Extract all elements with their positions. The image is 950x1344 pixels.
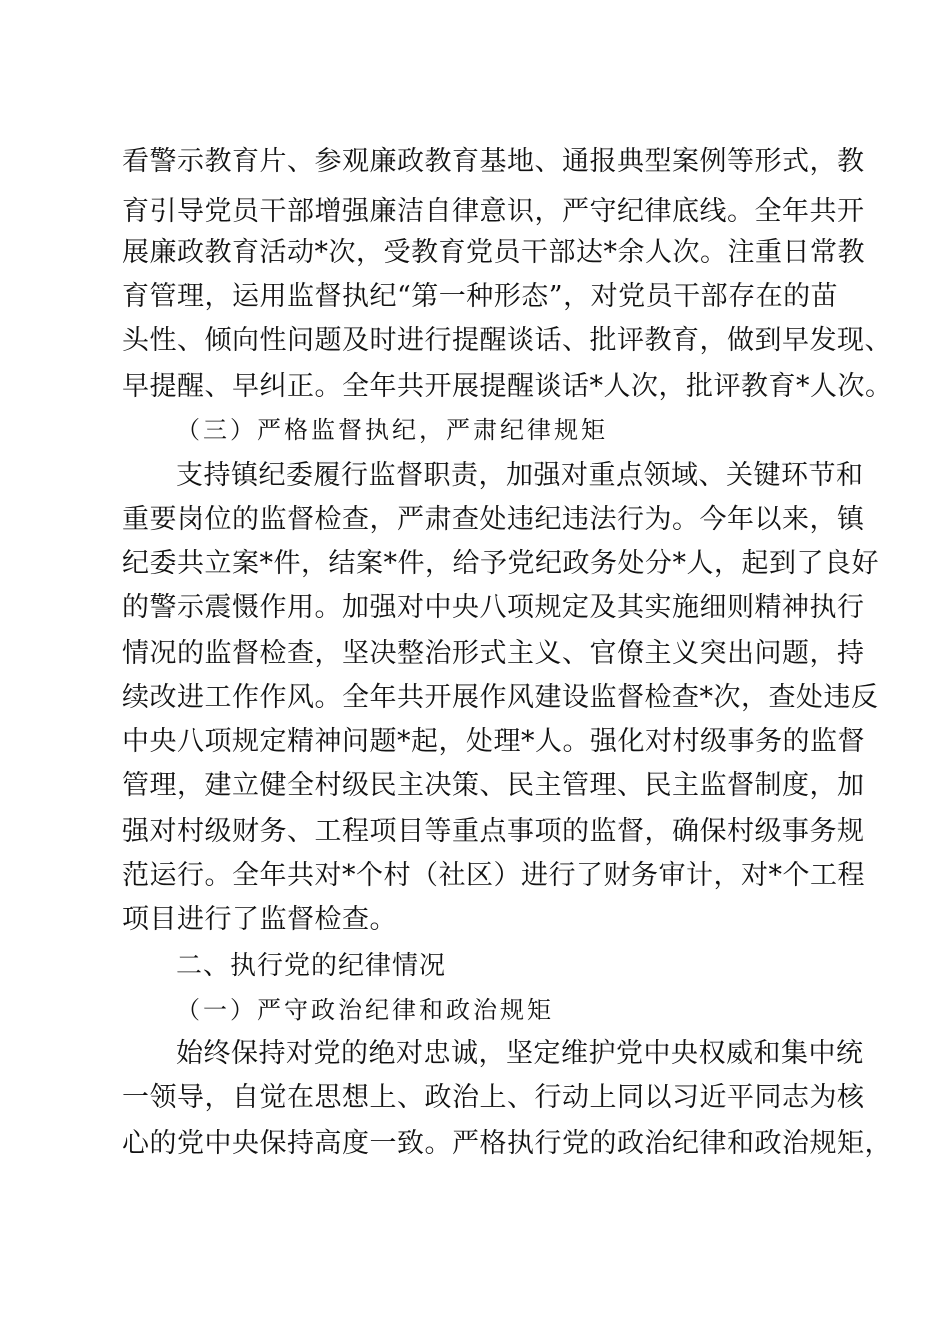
paragraph-line: 强对村级财务、工程项目等重点事项的监督，确保村级事务规 [122,816,865,847]
subsection-heading: （一）严守政治纪律和政治规矩 [176,996,554,1024]
paragraph-line: 育引导党员干部增强廉洁自律意识，严守纪律底线。全年共开 [122,196,865,227]
paragraph-line: 育管理，运用监督执纪“第一种形态”，对党员干部存在的苗 [122,281,839,312]
paragraph-first-line: 始终保持对党的绝对忠诚，坚定维护党中央权威和集中统 [176,1038,864,1069]
paragraph-line: 的警示震慑作用。加强对中央八项规定及其实施细则精神执行 [122,592,865,623]
paragraph-line: 中央八项规定精神问题*起，处理*人。强化对村级事务的监督 [122,726,865,757]
paragraph-line: 重要岗位的监督检查，严肃查处违纪违法行为。今年以来，镇 [122,504,865,535]
section-heading: 二、执行党的纪律情况 [176,951,447,981]
paragraph-line: 看警示教育片、参观廉政教育基地、通报典型案例等形式，教 [122,146,865,177]
paragraph-line: 情况的监督检查，坚决整治形式主义、官僚主义突出问题，持 [122,638,865,669]
paragraph-line: 项目进行了监督检查。 [122,904,397,935]
paragraph-line: 管理，建立健全村级民主决策、民主管理、民主监督制度，加 [122,770,865,801]
paragraph-line: 心的党中央保持高度一致。严格执行党的政治纪律和政治规矩， [122,1128,892,1159]
paragraph-line: 纪委共立案*件，结案*件，给予党纪政务处分*人，起到了良好 [122,548,879,579]
subsection-heading: （三）严格监督执纪，严肃纪律规矩 [176,416,608,444]
paragraph-line: 展廉政教育活动*次，受教育党员干部达*余人次。注重日常教 [122,237,865,268]
paragraph-line: 续改进工作作风。全年共开展作风建设监督检查*次，查处违反 [122,682,879,713]
paragraph-line: 一领导，自觉在思想上、政治上、行动上同以习近平同志为核 [122,1082,865,1113]
paragraph-line: 范运行。全年共对*个村（社区）进行了财务审计，对*个工程 [122,860,865,891]
paragraph-line: 头性、倾向性问题及时进行提醒谈话、批评教育，做到早发现、 [122,325,892,356]
paragraph-first-line: 支持镇纪委履行监督职责，加强对重点领域、关键环节和 [176,460,864,491]
paragraph-line: 早提醒、早纠正。全年共开展提醒谈话*人次，批评教育*人次。 [122,371,893,402]
